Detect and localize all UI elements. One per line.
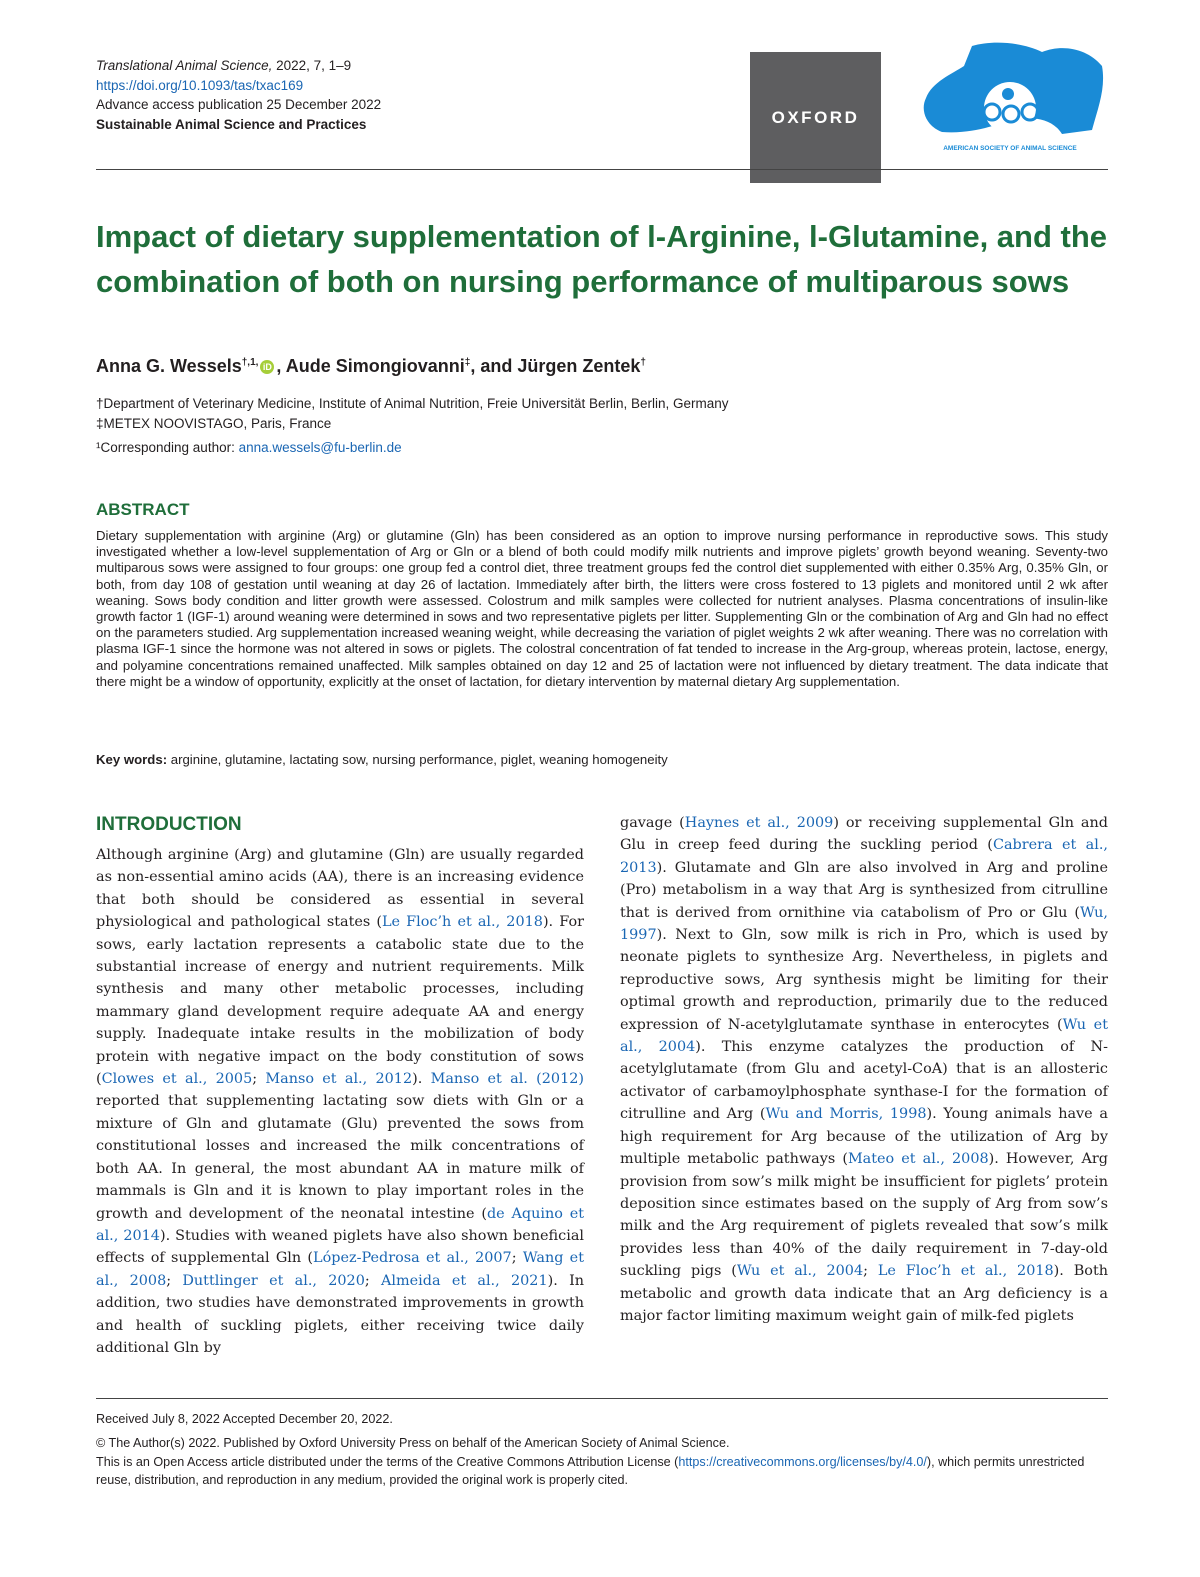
introduction-heading: INTRODUCTION xyxy=(96,814,242,835)
abstract-heading: ABSTRACT xyxy=(96,500,190,519)
citation-link[interactable]: Wu, 1997 xyxy=(620,904,1108,944)
citation-link[interactable]: Wu et al., 2004 xyxy=(620,1016,1108,1056)
section-label: Sustainable Animal Science and Practices xyxy=(96,116,367,132)
intro-column-right xyxy=(620,812,1108,1327)
citation-link[interactable]: Le Floc’h et al., 2018 xyxy=(381,914,543,931)
doi-link[interactable]: https://doi.org/10.1093/tas/txac169 xyxy=(96,77,304,93)
citation-link[interactable]: Haynes et al., 2009 xyxy=(684,815,834,831)
body-text: ; xyxy=(252,1071,266,1088)
body-text: ). Next to Gln, sow milk is rich in Pro, which is used by neonate piglets to synthesize Arg. Nevertheless, in piglets and reproductive sows, Arg synthesis might be limiting for their optimal growth and reproduction, primarily due to the reduced expression of N-acetylglutamate synthase in enterocytes ( xyxy=(620,927,1108,1033)
license-link[interactable]: https://creativecommons.org/licenses/by/4.0/ xyxy=(678,1455,927,1469)
body-text: ) or receiving supplemental Gln and Glu in creep feed during the suckling period ( xyxy=(620,815,1108,854)
body-text: ; xyxy=(511,1250,523,1267)
body-text: ). Both metabolic and growth data indicate that an Arg deficiency is a major factor limiting maximum weight gain of milk-fed piglets xyxy=(620,1263,1108,1324)
affiliations xyxy=(96,394,729,433)
advance-access: Advance access publication 25 December 2022 xyxy=(96,97,382,112)
license-notice xyxy=(96,1453,1108,1489)
intro-column-left xyxy=(96,844,584,1359)
body-text: ). Young animals have a high requirement for Arg because of the utilization of Arg by multiple metabolic pathways ( xyxy=(620,1106,1108,1168)
oxford-logo[interactable]: OXFORD xyxy=(750,52,881,183)
body-text: ; xyxy=(863,1263,878,1280)
citation-link[interactable]: Duttlinger et al., 2020 xyxy=(182,1272,365,1289)
body-text: ). Studies with weaned piglets have also shown beneficial effects of supplemental Gln ( xyxy=(96,1227,585,1267)
body-text: reported that supplementing lactating sow diets with Gln or a mixture of Gln and glutamate (Glu) prevented the sows from constitutional losses and increased the milk concentrations of both AA. In general, the most abundant AA in mature milk of mammals is Gln and it is known to play important roles in the growth and development of the neonatal intestine ( xyxy=(96,1093,584,1222)
journal-volume: 2022, 7, 1–9 xyxy=(272,58,352,73)
received-dates: Received July 8, 2022 Accepted December 20, 2022. xyxy=(96,1412,393,1426)
citation-link[interactable]: Le Floc’h et al., 2018 xyxy=(877,1263,1054,1280)
citation-link[interactable]: López-Pedrosa et al., 2007 xyxy=(313,1250,512,1267)
author-list xyxy=(96,356,646,377)
journal-header xyxy=(96,56,381,134)
corresponding-author xyxy=(96,440,402,455)
keywords xyxy=(96,752,668,767)
affiliation: ‡METEX NOOVISTAGO, Paris, France xyxy=(96,415,332,431)
citation-link[interactable]: Manso et al. (2012) xyxy=(430,1071,585,1088)
author-name: Anna G. Wessels xyxy=(96,356,242,376)
body-text: ). xyxy=(412,1071,431,1088)
header-rule xyxy=(96,169,1108,170)
body-text: ). This enzyme catalyzes the production of N-acetylglutamate (from Glu and acetyl-CoA) that is an allosteric activator of carbamoylphosphate synthase-I for the formation of citrulline and Arg ( xyxy=(620,1039,1108,1123)
citation-link[interactable]: Wu et al., 2004 xyxy=(736,1263,864,1280)
citation-link[interactable]: Mateo et al., 2008 xyxy=(847,1151,989,1168)
body-text: ). For sows, early lactation represents a catabolic state due to the substantial increase of energy and nutrient requirements. Milk synthesis and many other metabolic processes, including mammary gland development require adequate AA and energy supply. Inadequate intake results in the mobilization of body protein with negative impact on the body constitution of sows ( xyxy=(96,914,584,1088)
author-name: , and Jürgen Zentek xyxy=(470,356,641,376)
citation-link[interactable]: Clowes et al., 2005 xyxy=(101,1071,253,1088)
asas-emblem-icon xyxy=(912,38,1108,158)
citation-link[interactable]: Cabrera et al., 2013 xyxy=(620,837,1109,876)
copyright-notice: © The Author(s) 2022. Published by Oxford University Press on behalf of the American Society of Animal Science. xyxy=(96,1436,730,1450)
affiliation: †Department of Veterinary Medicine, Institute of Animal Nutrition, Freie Universität Berlin, Berlin, Germany xyxy=(96,396,729,411)
author-superscript: † xyxy=(640,357,646,368)
body-text: ; xyxy=(166,1272,183,1289)
body-text: ; xyxy=(364,1272,381,1289)
body-text: Although arginine (Arg) and glutamine (Gln) are usually regarded as non-essential amino acids (AA), there is an increasing evidence that both should be considered as essential in several physiological and pathological states ( xyxy=(96,847,584,931)
article-title: Impact of dietary supplementation of l-Arginine, l-Glutamine, and the combination of both on nursing performance of multiparous sows xyxy=(96,219,1108,299)
keywords-list: arginine, glutamine, lactating sow, nursing performance, piglet, weaning homogeneity xyxy=(170,752,668,767)
author-superscript: ‡ xyxy=(464,357,471,368)
keywords-label: Key words: xyxy=(96,752,171,767)
author-name: , Aude Simongiovanni xyxy=(276,356,465,376)
email-link[interactable]: anna.wessels@fu-berlin.de xyxy=(238,440,402,455)
citation-link[interactable]: de Aquino et al., 2014 xyxy=(96,1205,584,1244)
author-superscript: †,1, xyxy=(241,357,259,368)
body-text: ). In addition, two studies have demonstrated improvements in growth and health of suckling piglets, either receiving twice daily additional Gln by xyxy=(96,1272,585,1356)
citation-link[interactable]: Wang et al., 2008 xyxy=(96,1250,584,1289)
citation-link[interactable]: Almeida et al., 2021 xyxy=(381,1272,548,1289)
footer-rule xyxy=(96,1398,1108,1399)
body-text: gavage ( xyxy=(620,815,685,831)
citation-link[interactable]: Wu and Morris, 1998 xyxy=(765,1106,927,1123)
journal-name: Translational Animal Science, xyxy=(96,58,273,73)
orcid-icon[interactable]: iD xyxy=(260,360,274,374)
society-name: AMERICAN SOCIETY OF ANIMAL SCIENCE xyxy=(943,145,1077,152)
abstract-text: Dietary supplementation with arginine (Arg) or glutamine (Gln) has been considered as an option to improve nursing performance in reproductive sows. This study investigated whether a low-level supplementation of Arg or Gln or a blend of both could modify milk nutrients and improve piglets’ growth beyond weaning. Seventy-two multiparous sows were assigned to four groups: one group fed a control diet, three treatment groups fed the control diet supplemented with either 0.35% Arg, 0.35% Gln, or both, from day 108 of gestation until weaning at day 26 of lactation. Immediately after birth, the litters were cross fostered to 13 piglets and monitored until 2 wk after weaning. Sows body condition and litter growth were assessed. Colostrum and milk samples were collected for nutrient analyses. Plasma concentrations of insulin-like growth factor 1 (IGF-1) around weaning were determined in sows and two representative piglets per litter. Supplementing Gln or the combination of Arg and Gln had no effect on the parameters studied. Arg supplementation increased weaning weight, while decreasing the variation of piglet weights 2 wk after weaning. There was no correlation with plasma IGF-1 since the hormone was not altered in sows or piglets. The colostral concentration of fat tended to increase in the Arg-group, whereas protein, lactose, energy, and polyamine concentrations remained unaffected. Milk samples obtained on day 12 and 25 of lactation were not influenced by dietary treatment. The data indicate that there might be a window of opportunity, explicitly at the onset of lactation, for dietary intervention by maternal dietary Arg supplementation. xyxy=(96,528,1108,689)
corresponding-label: ¹Corresponding author: xyxy=(96,440,239,455)
citation-link[interactable]: Manso et al., 2012 xyxy=(265,1071,413,1088)
license-text: This is an Open Access article distributed under the terms of the Creative Commons Attribution License ( xyxy=(96,1455,679,1469)
body-text: ). Glutamate and Gln are also involved in Arg and proline (Pro) metabolism in a way that Arg is synthesized from citrulline that is derived from ornithine via catabolism of Pro or Glu ( xyxy=(620,859,1108,921)
body-text: ). However, Arg provision from sow’s milk might be insufficient for piglets’ protein deposition since estimates based on the supply of Arg from sow’s milk and the Arg requirement of piglets revealed that sow’s milk provides less than 40% of the daily requirement in 7-day-old suckling pigs ( xyxy=(620,1151,1108,1280)
license-text: ), which permits unrestricted reuse, distribution, and reproduction in any medium, provided the original work is properly cited. xyxy=(96,1455,1085,1487)
society-logo[interactable] xyxy=(912,38,1108,158)
